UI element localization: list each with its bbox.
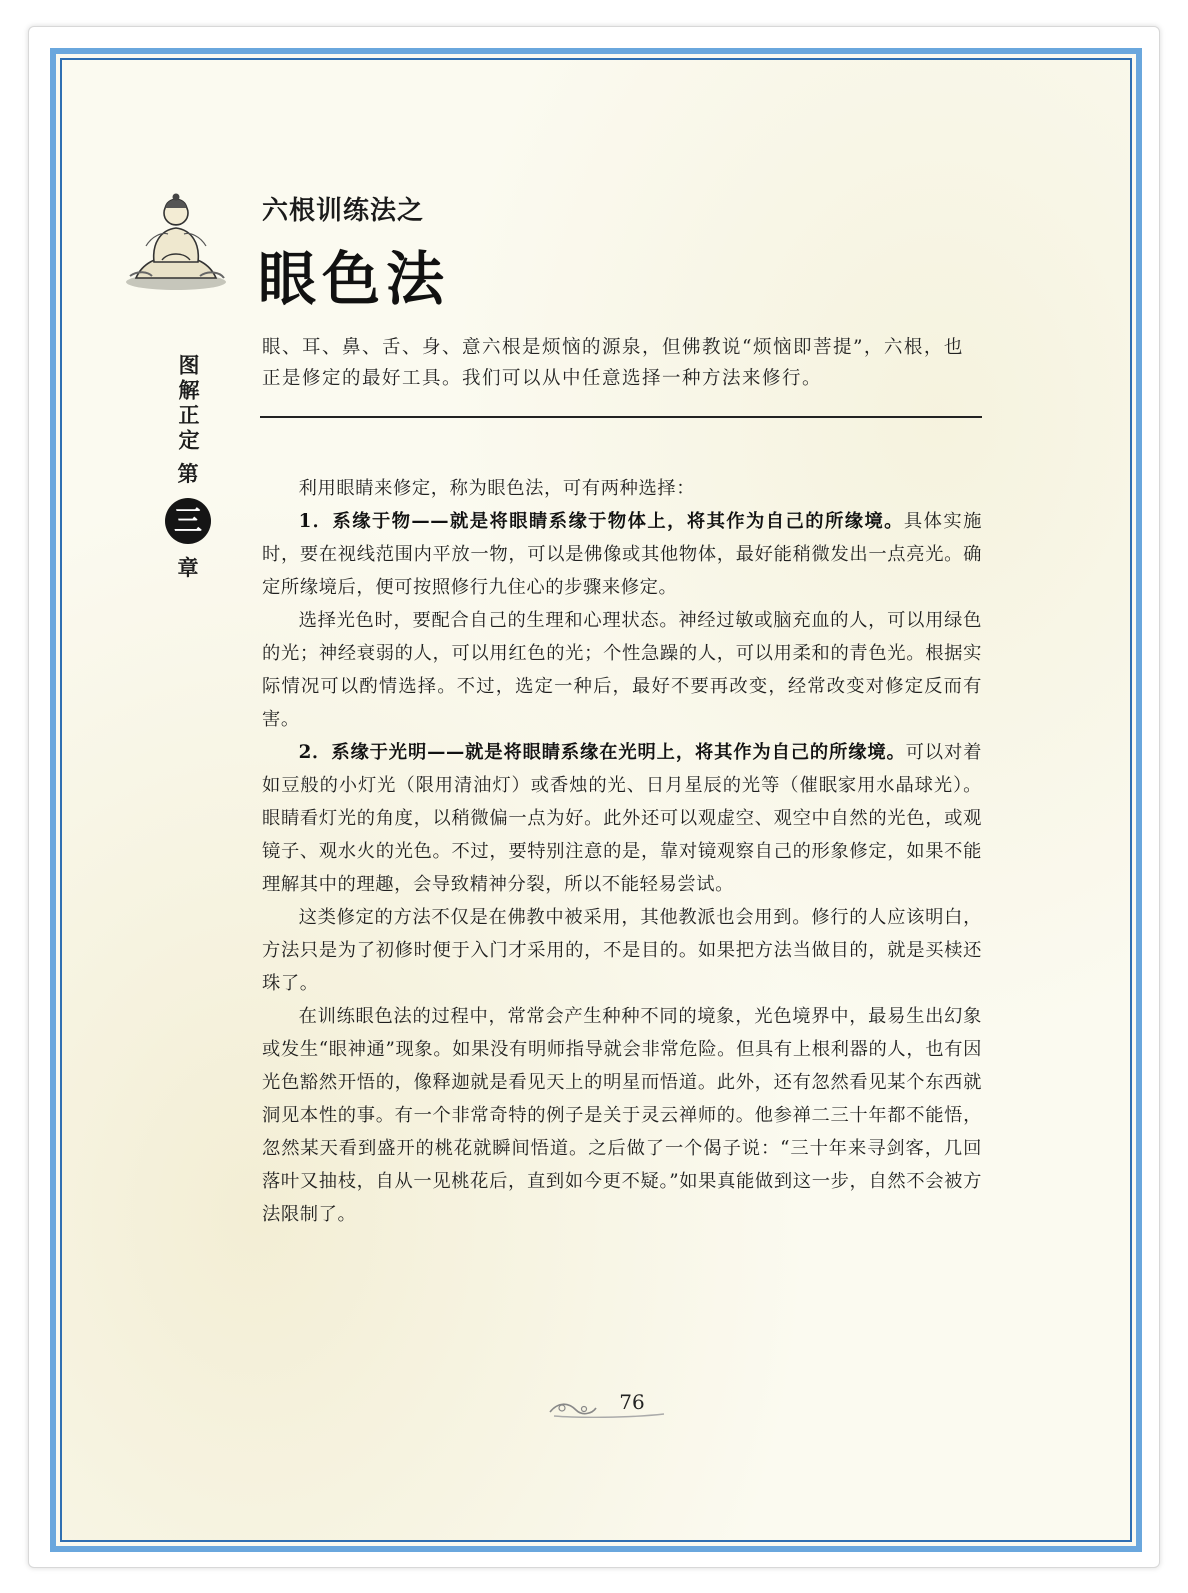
- method-2-heading: 2．系缘于光明——就是将眼睛系缘在光明上，将其作为自己的所缘境。: [298, 742, 906, 763]
- page-paper: [60, 58, 1132, 1542]
- method-1-heading: 1．系缘于物——就是将眼睛系缘于物体上，将其作为自己的所缘境。: [298, 511, 904, 532]
- page-title: 眼色法: [258, 245, 451, 313]
- book-title-vertical: 图解正定: [176, 354, 200, 454]
- body-paragraph-2: [262, 505, 982, 604]
- seated-buddha-icon: [122, 186, 230, 296]
- body-paragraph-4: [262, 736, 982, 901]
- body-paragraph-1: 利用眼睛来修定，称为眼色法，可有两种选择：: [298, 478, 696, 499]
- body-paragraph-5: 这类修定的方法不仅是在佛教中被采用，其他教派也会用到。修行的人应该明白，方法只是为了初修时便于入门才采用的，不是目的。如果把方法当做目的，就是买椟还珠了。: [262, 907, 982, 994]
- section-divider: [260, 416, 982, 418]
- chapter-side-label: [158, 354, 218, 582]
- body-paragraph-3: 选择光色时，要配合自己的生理和心理状态。神经过敏或脑充血的人，可以用绿色的光；神经衰弱的人，可以用红色的光；个性急躁的人，可以用柔和的青色光。根据实际情况可以酌情选择。不过，选定一种后，最好不要再改变，经常改变对修定反而有害。: [262, 610, 982, 730]
- body-text: [262, 472, 982, 1231]
- page-frame: [50, 48, 1142, 1552]
- intro-paragraph: 眼、耳、鼻、舌、身、意六根是烦恼的源泉，但佛教说“烦恼即菩提”，六根，也正是修定的最好工具。我们可以从中任意选择一种方法来修行。: [262, 337, 964, 389]
- chapter-di-label: 第: [177, 462, 199, 486]
- method-2-text: 可以对着如豆般的小灯光（限用清油灯）或香烛的光、日月星辰的光等（催眠家用水晶球光）。眼睛看灯光的角度，以稍微偏一点为好。此外还可以观虚空、观空中自然的光色，或观镜子、观水火的光色。不过，要特别注意的是，靠对镜观察自己的形象修定，如果不能理解其中的理趣，会导致精神分裂，所以不能轻易尝试。: [262, 742, 982, 895]
- chapter-number-badge: 三: [165, 498, 211, 544]
- chapter-zhang-label: 章: [177, 556, 199, 580]
- body-paragraph-6: 在训练眼色法的过程中，常常会产生种种不同的境象，光色境界中，最易生出幻象或发生“眼神通”现象。如果没有明师指导就会非常危险。但具有上根利器的人，也有因光色豁然开悟的，像释迦就是看见天上的明星而悟道。此外，还有忽然看见某个东西就洞见本性的事。有一个非常奇特的例子是关于灵云禅师的。他参禅二三十年都不能悟，忽然某天看到盛开的桃花就瞬间悟道。之后做了一个偈子说：“三十年来寻剑客，几回落叶又抽枝，自从一见桃花后，直到如今更不疑。”如果真能做到这一步，自然不会被方法限制了。: [262, 1006, 982, 1225]
- page-number: 76: [619, 1390, 645, 1414]
- method-1-text: 具体实施时，要在视线范围内平放一物，可以是佛像或其他物体，最好能稍微发出一点亮光。确定所缘境后，便可按照修行九住心的步骤来修定。: [262, 511, 982, 598]
- page-subtitle: 六根训练法之: [262, 196, 425, 226]
